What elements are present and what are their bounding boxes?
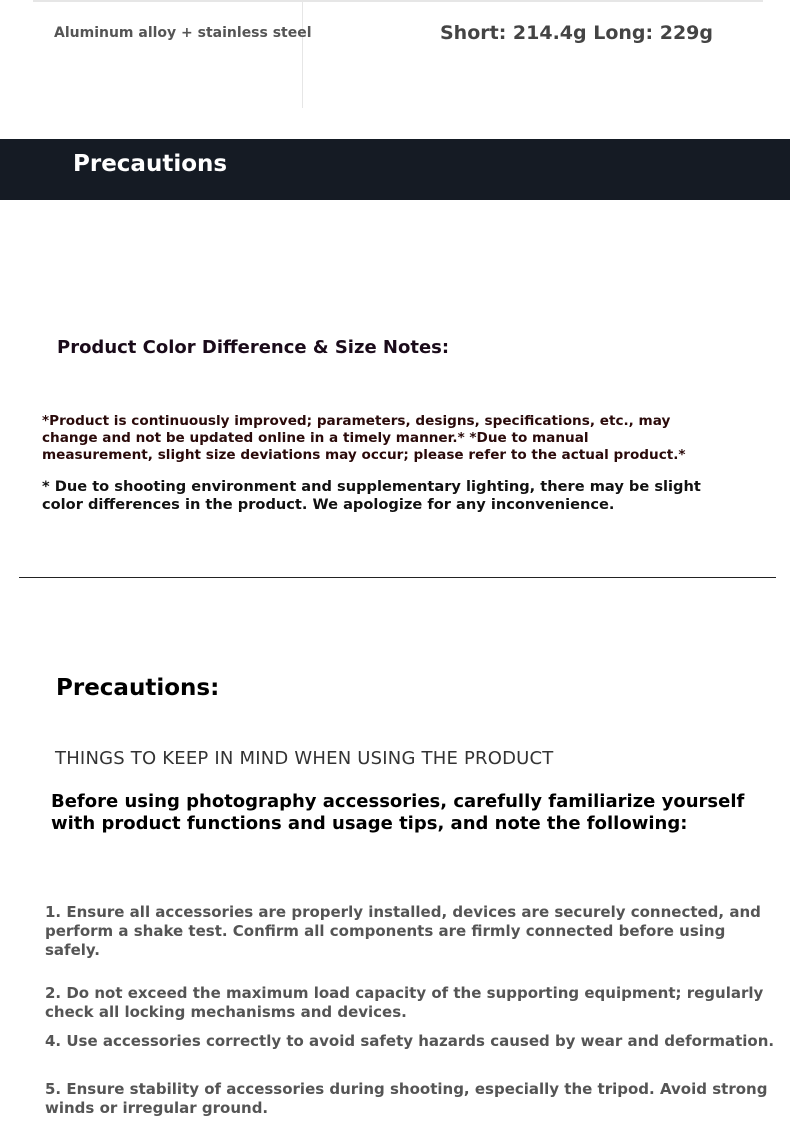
banner-title: Precautions xyxy=(73,151,228,177)
precaution-item: 4. Use accessories correctly to avoid safety hazards caused by wear and deformation. xyxy=(45,1032,775,1050)
section-divider xyxy=(19,577,776,578)
notes-heading: Product Color Difference & Size Notes: xyxy=(57,337,450,358)
spec-material-value: Aluminum alloy + stainless steel xyxy=(54,25,312,41)
spec-table-top-border xyxy=(33,0,763,2)
notes-paragraph-improvement: *Product is continuously improved; parameters, designs, specifications, etc., may change and not be updated online in a timely manner.* *Due to manual measurement, slight size deviations may occur; please refer to the actual product.* xyxy=(42,413,686,463)
precautions-intro: Before using photography accessories, carefully familiarize yourself with product functions and usage tips, and note the following: xyxy=(51,791,745,834)
spec-table-divider xyxy=(302,0,303,108)
precautions-subheading: THINGS TO KEEP IN MIND WHEN USING THE PRODUCT xyxy=(55,748,554,769)
precautions-heading: Precautions: xyxy=(56,675,220,701)
notes-paragraph-color: * Due to shooting environment and supplementary lighting, there may be slight color differences in the product. We apologize for any inconvenience. xyxy=(42,478,701,513)
spec-weight-value: Short: 214.4g Long: 229g xyxy=(440,22,714,44)
precaution-item: 1. Ensure all accessories are properly installed, devices are securely connected, and perform a shake test. Confirm all components are firmly connected before using safely. xyxy=(45,903,761,959)
precaution-item: 5. Ensure stability of accessories during shooting, especially the tripod. Avoid strong winds or irregular ground. xyxy=(45,1080,768,1117)
precaution-item: 2. Do not exceed the maximum load capacity of the supporting equipment; regularly check all locking mechanisms and devices. xyxy=(45,984,764,1021)
